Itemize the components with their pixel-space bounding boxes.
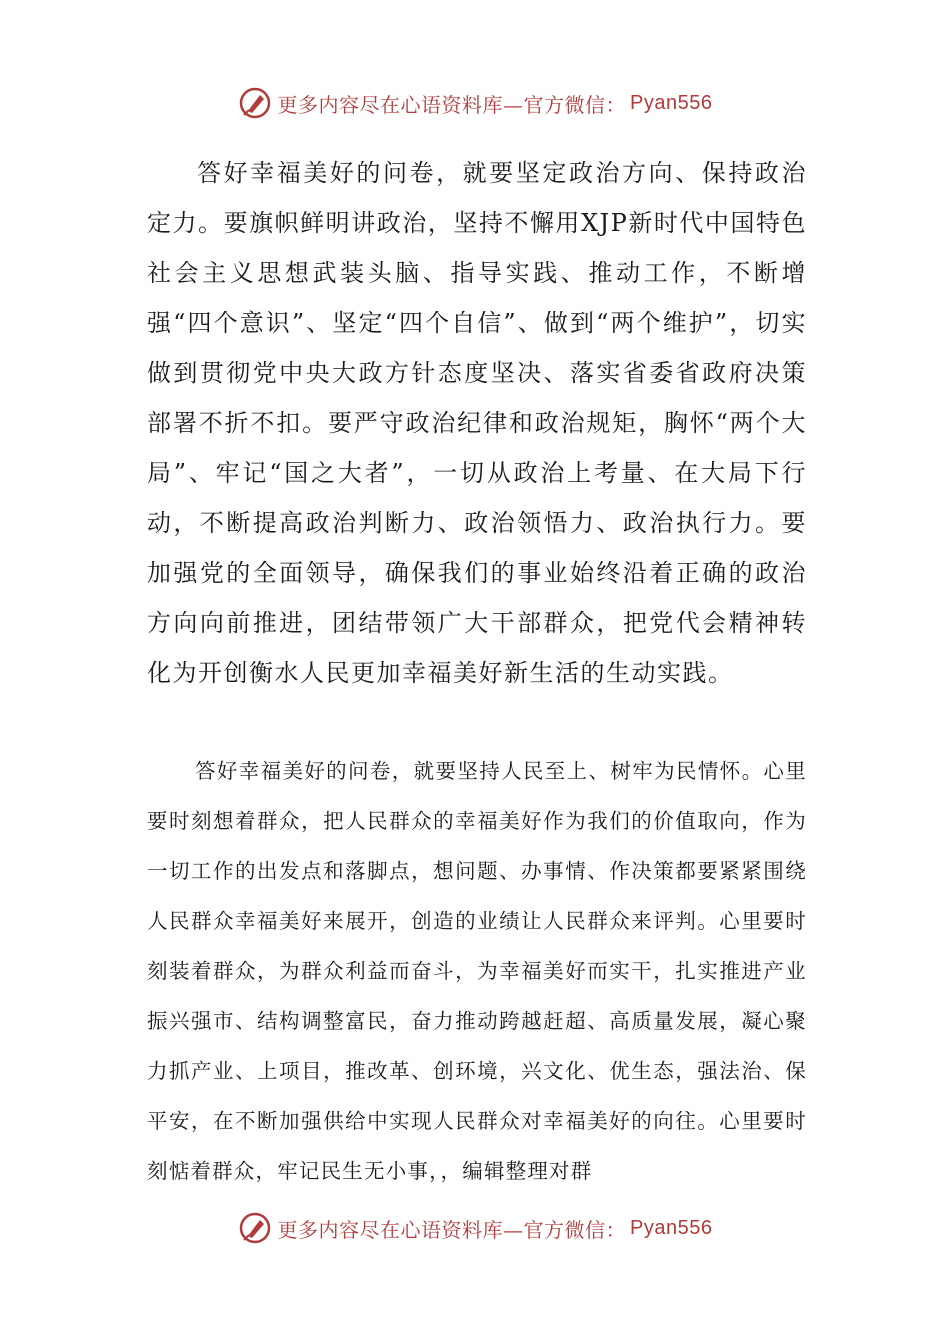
pen-nib-icon <box>238 86 272 120</box>
footer-watermark <box>0 1211 950 1245</box>
watermark-brand-text: 更多内容尽在心语资料库—官方微信： <box>277 92 627 117</box>
watermark-account-text: Pyan556 <box>630 91 713 114</box>
watermark-account-text: Pyan556 <box>630 1216 713 1239</box>
pen-nib-icon <box>238 1211 272 1245</box>
header-watermark <box>0 86 950 120</box>
body-paragraph-1: 答好幸福美好的问卷，就要坚定政治方向、保持政治定力。要旗帜鲜明讲政治，坚持不懈用XJP新时代中国特色社会主义思想武装头脑、指导实践、推动工作，不断增强“四个意识”、坚定“四个自信”、做到“两个维护”，切实做到贯彻党中央大政方针态度坚决、落实省委省政府决策部署不折不扣。要严守政治纪律和政治规矩，胸怀“两个大局”、牢记“国之大者”，一切从政治上考量、在大局下行动，不断提高政治判断力、政治领悟力、政治执行力。要加强党的全面领导，确保我们的事业始终沿着正确的政治方向向前推进，团结带领广大干部群众，把党代会精神转化为开创衡水人民更加幸福美好新生活的生动实践。 <box>147 159 807 687</box>
body-paragraph-2: 答好幸福美好的问卷，就要坚持人民至上、树牢为民情怀。心里要时刻想着群众，把人民群众的幸福美好作为我们的价值取向，作为一切工作的出发点和落脚点，想问题、办事情、作决策都要紧紧围绕人民群众幸福美好来展开，创造的业绩让人民群众来评判。心里要时刻装着群众，为群众利益而奋斗，为幸福美好而实干，扎实推进产业振兴强市、结构调整富民，奋力推动跨越赶超、高质量发展，凝心聚力抓产业、上项目，推改革、创环境，兴文化、优生态，强法治、保平安，在不断加强供给中实现人民群众对幸福美好的向往。心里要时刻惦着群众，牢记民生无小事，，编辑整理对群 <box>147 759 807 1183</box>
watermark-brand-text: 更多内容尽在心语资料库—官方微信： <box>277 1217 627 1242</box>
